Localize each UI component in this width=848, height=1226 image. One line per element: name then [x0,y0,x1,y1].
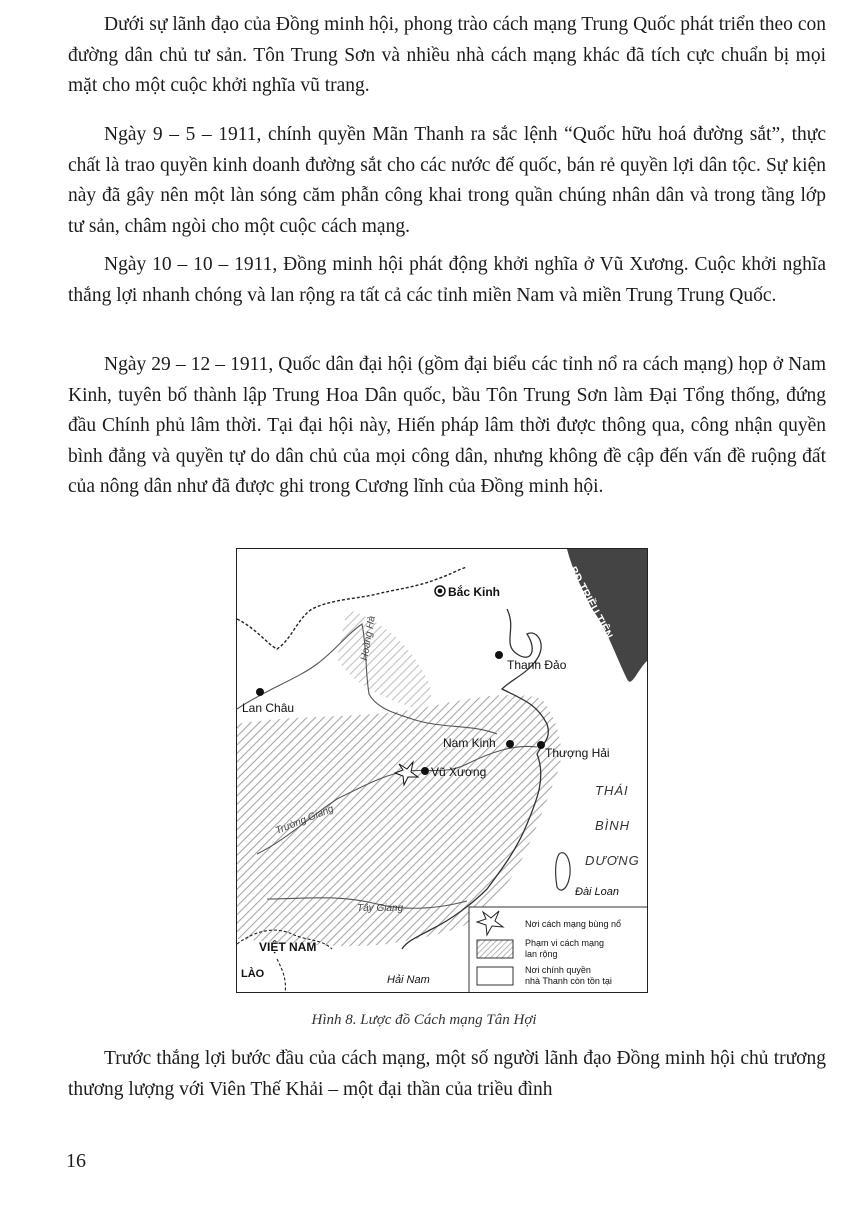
ocean-label-thai: THÁI [595,783,629,798]
legend-spread-swatch [477,940,513,958]
figure-caption: Hình 8. Lược đồ Cách mạng Tân Hợi [311,1012,537,1028]
vu-xuong-label: Vũ Xương [431,765,487,779]
legend-qing-label-1: Nơi chính quyền [525,965,591,975]
viet-nam-label: VIỆT NAM [259,940,317,954]
paragraph-2: Ngày 9 – 5 – 1911, chính quyền Mãn Thanh ra sắc lệnh “Quốc hữu hoá đường sắt”, thực chất là trao quyền kinh doanh đường sắt cho các nước đế quốc, bán rẻ quyền lợi dân tộc. Sự kiện này đã gây nên một làn sóng căm phẫn công khai trong quần chúng nhân dân và trong tầng lớp tư sản, châm ngòi cho một cuộc cách mạng. [68,124,826,237]
legend-spread-label-1: Phạm vi cách mạng [525,938,605,948]
lan-chau-label: Lan Châu [242,701,295,715]
paragraph-4: Ngày 29 – 12 – 1911, Quốc dân đại hội (gồm đại biểu các tỉnh nổ ra cách mạng) họp ở Nam Kinh, tuyên bố thành lập Trung Hoa Dân quốc, bầu Tôn Trung Sơn làm Đại Tổng thống, đứng đầu Chính phủ lâm thời. Tại đại hội này, Hiến pháp lâm thời được thông qua, công nhận quyền bình đẳng và quyền tự do dân chủ của mọi công dân, nhưng không đề cập đến vấn đề ruộng đất của nông dân như đã được ghi trong Cương lĩnh của Đồng minh hội. [68,354,826,497]
legend-spread-label-2: lan rộng [525,949,558,959]
thuong-hai-dot [537,741,545,749]
thanh-dao-label: Thanh Đảo [507,658,567,672]
hoang-ha-label: Hoàng Hà [359,615,378,662]
paragraph-1: Dưới sự lãnh đạo của Đồng minh hội, phong trào cách mạng Trung Quốc phát triển theo con đường dân chủ tư sản. Tôn Trung Sơn và nhiều nhà cách mạng khác đã tích cực chuẩn bị mọi mặt cho một cuộc khởi nghĩa vũ trang. [68,14,826,96]
page-number: 16 [66,1150,86,1172]
bac-kinh-dot [438,589,443,594]
lao-label: LÀO [241,968,265,980]
thanh-dao-dot [495,651,503,659]
ocean-label-binh: BÌNH [595,818,631,833]
vu-xuong-dot [421,767,429,775]
northwest-hatched-region [337,609,431,709]
dai-loan-label: Đài Loan [575,886,620,898]
paragraph-5: Trước thắng lợi bước đầu của cách mạng, một số người lãnh đạo Đồng minh hội chủ trương thương lượng với Viên Thế Khải – một đại thần của triều đình [68,1048,826,1100]
map-svg [237,549,648,993]
paragraph-3: Ngày 10 – 10 – 1911, Đồng minh hội phát động khởi nghĩa ở Vũ Xương. Cuộc khởi nghĩa thắng lợi nhanh chóng và lan rộng ra tất cả các tỉnh miền Nam và miền Trung Trung Quốc. [68,254,826,306]
tay-giang-label: Tây Giang [357,903,404,914]
legend-outbreak-label: Nơi cách mạng bùng nổ [525,919,621,929]
bac-kinh-label: Bắc Kinh [448,585,501,599]
thuong-hai-label: Thượng Hải [545,746,610,760]
nam-kinh-label: Nam Kinh [443,736,496,750]
lan-chau-dot [256,688,264,696]
legend-qing-label-2: nhà Thanh còn tồn tại [525,976,612,986]
xinhai-revolution-map [236,548,648,993]
ocean-label-duong: DƯƠNG [585,853,640,868]
legend-qing-swatch [477,967,513,985]
taiwan-island [556,853,570,890]
hai-nam-label: Hải Nam [387,974,430,986]
truong-giang-label: Trường Giang [274,803,336,837]
nam-kinh-dot [506,740,514,748]
trieu-tien-label: BĐ TRIỀU TIÊN [566,564,615,642]
